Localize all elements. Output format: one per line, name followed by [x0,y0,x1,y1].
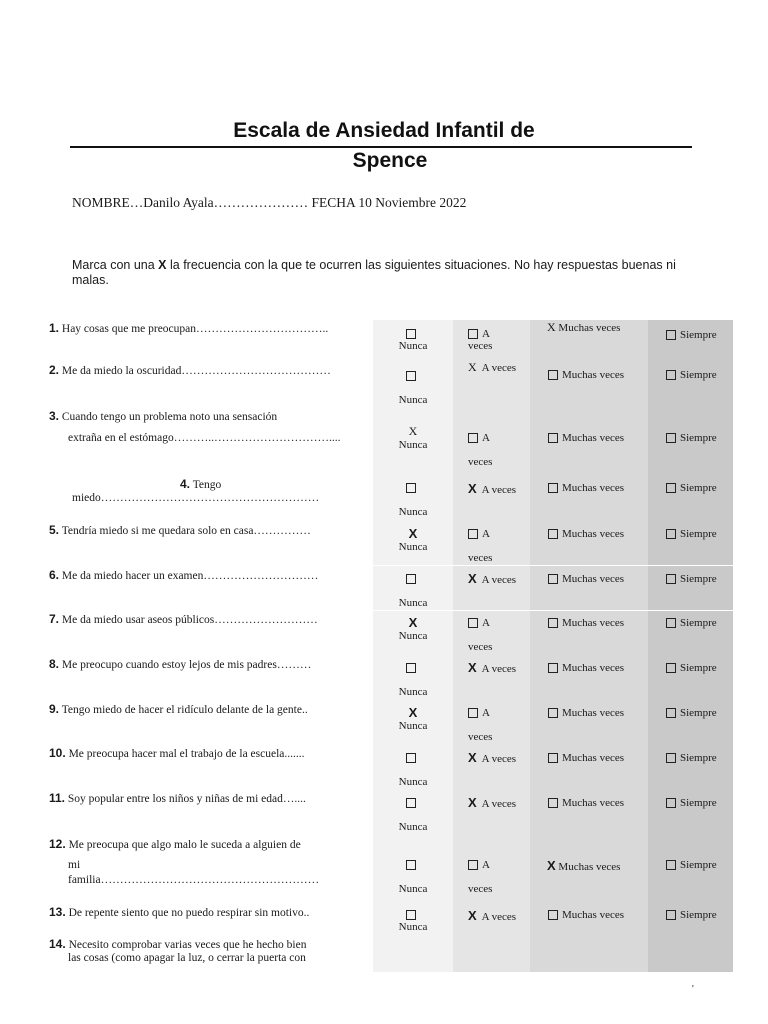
checkbox-icon [548,618,558,628]
text-span: 3. [49,409,60,423]
text-span: Muchas veces [562,662,625,674]
text-span: A veces [481,362,517,374]
q3-muchas-veces-checkbox[interactable] [548,432,624,444]
text-span: veces [468,641,493,653]
q4-muchas-veces-checkbox[interactable] [548,482,624,494]
q8-siempre-checkbox[interactable] [666,662,717,674]
checkbox-icon [468,860,478,870]
q6-nunca-checkbox[interactable] [373,573,453,609]
q12-a-veces-checkbox[interactable] [468,859,492,895]
text-span: 5. [49,523,60,537]
checkbox-icon [406,574,416,584]
text-span: Me da miedo la oscuridad………………………………… [61,365,331,377]
q12-nunca-checkbox[interactable] [373,859,453,895]
row-divider [373,565,733,566]
text-span: 9. [49,702,60,716]
q3-nunca-marked[interactable] [373,424,453,451]
text-span: Necesito comprobar varias veces que he hecho bien [68,939,307,951]
text-span: Siempre [680,909,717,921]
text-span: X [408,424,418,438]
text-span: X [468,360,477,374]
checkbox-icon [666,708,676,718]
question-3 [49,409,277,423]
text-span: A [482,328,490,340]
text-span: X [408,615,418,630]
text-span: Muchas veces [558,861,621,873]
text-span: Me da miedo usar aseos públicos……………………… [61,614,318,626]
text-span: X [468,750,477,765]
q5-siempre-checkbox[interactable] [666,528,717,540]
text-span: 7. [49,612,60,626]
q6-muchas-veces-checkbox[interactable] [548,573,624,585]
checkbox-icon [548,798,558,808]
q10-muchas-veces-checkbox[interactable] [548,752,624,764]
q2-muchas-veces-checkbox[interactable] [548,369,624,381]
text-span: X [468,571,477,586]
text-span: Me da miedo hacer un examen………………………… [61,570,319,582]
text-span: Nunca [398,686,428,698]
question-12 [49,837,301,851]
instructions-text-2: la frecuencia con la que te ocurren las siguientes situaciones. No hay respuestas buenas ni [166,258,676,272]
q10-nunca-checkbox[interactable] [373,752,453,788]
question-14 [49,937,306,951]
column-siempre [648,320,733,972]
text-span: Siempre [680,482,717,494]
text-span: veces [468,340,493,352]
text-span: A veces [481,663,517,675]
q7-nunca-marked[interactable] [373,615,453,642]
text-span: Nunca [398,541,428,553]
q12-muchas-veces-marked[interactable] [547,858,620,873]
text-span: A veces [481,798,517,810]
q1-nunca-checkbox[interactable] [373,328,453,352]
text-span: A [482,707,490,719]
text-span: Siempre [680,432,717,444]
q3-siempre-checkbox[interactable] [666,432,717,444]
checkbox-icon [666,910,676,920]
checkbox-icon [666,574,676,584]
question-14-continued: las cosas (como apagar la luz, o cerrar la puerta con [68,952,306,964]
text-span: X [468,908,477,923]
question-13 [49,905,309,919]
text-span: Muchas veces [562,797,625,809]
checkbox-icon [548,708,558,718]
q7-muchas-veces-checkbox[interactable] [548,617,624,629]
question-12-continued: mi [68,859,81,871]
q7-siempre-checkbox[interactable] [666,617,717,629]
text-span: Siempre [680,528,717,540]
text-span: Muchas veces [558,322,621,334]
text-span: A veces [481,484,517,496]
text-span: Tendría miedo si me quedara solo en casa…………… [61,525,311,537]
question-3-continued: extraña en el estómago………..………………………….... [68,432,341,444]
q9-siempre-checkbox[interactable] [666,707,717,719]
text-span: X [408,705,418,720]
text-span: X [547,858,556,873]
text-span: Muchas veces [562,573,625,585]
text-span: Muchas veces [562,369,625,381]
checkbox-icon [406,329,416,339]
checkbox-icon [406,860,416,870]
text-span: X [468,660,477,675]
q6-a-veces-marked[interactable] [468,571,516,586]
text-span: Nunca [398,630,428,642]
question-9 [49,702,308,716]
q7-a-veces-checkbox[interactable] [468,617,492,653]
text-span: Nunca [398,883,428,895]
checkbox-icon [468,708,478,718]
checkbox-icon [666,860,676,870]
checkbox-icon [666,618,676,628]
text-span: A [482,859,490,871]
text-span: Cuando tengo un problema noto una sensación [61,411,278,423]
row-divider [373,610,733,611]
q4-siempre-checkbox[interactable] [666,482,717,494]
text-span: Siempre [680,662,717,674]
q8-a-veces-marked[interactable] [468,660,516,675]
checkbox-icon [406,663,416,673]
q1-a-veces-checkbox[interactable] [468,328,492,352]
q4-nunca-checkbox[interactable] [373,482,453,518]
checkbox-icon [406,910,416,920]
text-span: 11. [49,791,66,805]
checkbox-icon [548,370,558,380]
question-5 [49,523,311,537]
text-span: A [482,528,490,540]
text-span: veces [468,731,493,743]
text-span: Siempre [680,369,717,381]
checkbox-icon [548,483,558,493]
q5-nunca-marked[interactable] [373,526,453,553]
checkbox-icon [468,433,478,443]
text-span: Siempre [680,707,717,719]
text-span: Muchas veces [562,528,625,540]
q13-muchas-veces-checkbox[interactable] [548,909,624,921]
question-12-continued-2: familia………………………………………………… [68,874,320,886]
q11-siempre-checkbox[interactable] [666,797,717,809]
text-span: Nunca [398,921,428,933]
instructions-text: Marca con una [72,258,159,272]
instructions-x: X [158,258,167,272]
q9-a-veces-checkbox[interactable] [468,707,492,743]
checkbox-icon [666,483,676,493]
question-11 [49,791,306,805]
text-span: Siempre [680,329,717,341]
q11-muchas-veces-checkbox[interactable] [548,797,624,809]
text-span: Tengo [192,479,222,491]
text-span: Nunca [398,720,428,732]
q9-muchas-veces-checkbox[interactable] [548,707,624,719]
text-span: veces [468,456,493,468]
checkbox-icon [548,663,558,673]
q2-nunca-checkbox[interactable] [373,370,453,406]
checkbox-icon [666,529,676,539]
text-span: Muchas veces [562,482,625,494]
question-6 [49,568,318,582]
checkbox-icon [548,753,558,763]
text-span: 6. [49,568,60,582]
text-span: Siempre [680,859,717,871]
question-2 [49,363,331,377]
text-span: Nunca [398,340,428,352]
text-span: Muchas veces [562,707,625,719]
text-span: Muchas veces [562,752,625,764]
text-span: veces [468,552,493,564]
checkbox-icon [468,529,478,539]
q2-a-veces-marked[interactable] [468,360,516,375]
q11-a-veces-marked[interactable] [468,795,516,810]
checkbox-icon [406,371,416,381]
q1-muchas-veces-marked[interactable] [547,320,620,335]
checkbox-icon [406,753,416,763]
text-span: Muchas veces [562,909,625,921]
text-span: A veces [481,753,517,765]
text-span: A veces [481,574,517,586]
nombre-dots: ………………… [213,195,309,210]
text-span: X [468,795,477,810]
text-span: Siempre [680,617,717,629]
text-span: 4. [180,477,191,491]
checkbox-icon [666,798,676,808]
page-title: Escala de Ansiedad Infantil de [233,119,535,142]
question-4-continued: miedo………………………………………………… [72,492,320,504]
column-muchas-veces [530,320,648,972]
question-7 [49,612,318,626]
q6-siempre-checkbox[interactable] [666,573,717,585]
q1-siempre-checkbox[interactable] [666,329,717,341]
checkbox-icon [406,483,416,493]
checkbox-icon [468,329,478,339]
q5-muchas-veces-checkbox[interactable] [548,528,624,540]
q5-a-veces-checkbox[interactable] [468,528,492,564]
checkbox-icon [666,663,676,673]
text-span: Nunca [398,439,428,451]
text-span: Muchas veces [562,432,625,444]
text-span: Siempre [680,797,717,809]
text-span: 14. [49,937,66,951]
nombre-label: NOMBRE… [72,195,144,210]
question-1 [49,321,328,335]
question-10 [49,746,305,760]
text-span: Me preocupa que algo malo le suceda a alguien de [68,839,301,851]
title-rule [70,146,692,148]
q8-nunca-checkbox[interactable] [373,662,453,698]
text-span: Nunca [398,776,428,788]
text-span: Tengo miedo de hacer el ridículo delante de la gente.. [61,704,308,716]
text-span: Muchas veces [562,617,625,629]
checkbox-icon [548,433,558,443]
text-span: Siempre [680,752,717,764]
q13-siempre-checkbox[interactable] [666,909,717,921]
text-span: 13. [49,905,66,919]
text-span: A [482,617,490,629]
q11-nunca-checkbox[interactable] [373,797,453,833]
text-span: Siempre [680,573,717,585]
text-span: veces [468,883,493,895]
text-span: Nunca [398,597,428,609]
text-span: 1. [49,321,60,335]
footer-mark: ' [692,984,694,995]
q4-a-veces-marked[interactable] [468,481,516,496]
text-span: Nunca [398,506,428,518]
q9-nunca-marked[interactable] [373,705,453,732]
q10-siempre-checkbox[interactable] [666,752,717,764]
fecha-value: 10 Noviembre 2022 [358,195,467,210]
text-span: Nunca [398,394,428,406]
checkbox-icon [406,798,416,808]
q8-muchas-veces-checkbox[interactable] [548,662,624,674]
text-span: Hay cosas que me preocupan…………………………….. [61,323,329,335]
text-span: 12. [49,837,66,851]
instructions-text-3: malas. [72,273,109,287]
q3-a-veces-checkbox[interactable] [468,432,492,468]
checkbox-icon [548,574,558,584]
text-span: Me preocupo cuando estoy lejos de mis padres……… [61,659,312,671]
text-span: Soy popular entre los niños y niñas de mi edad….... [67,793,306,805]
q13-a-veces-marked[interactable] [468,908,516,923]
checkbox-icon [666,370,676,380]
instructions [72,258,702,288]
text-span: X [547,320,556,334]
text-span: 8. [49,657,60,671]
text-span: 2. [49,363,60,377]
text-span: X [468,481,477,496]
q10-a-veces-marked[interactable] [468,750,516,765]
checkbox-icon [548,529,558,539]
fecha-label: FECHA [311,195,356,210]
page-title-continued: Spence [352,149,428,172]
name-date-line [72,195,466,211]
q13-nunca-checkbox[interactable] [373,909,453,933]
text-span: Me preocupa hacer mal el trabajo de la escuela....... [68,748,305,760]
text-span: De repente siento que no puedo respirar sin motivo.. [68,907,310,919]
checkbox-icon [666,753,676,763]
question-4 [180,477,221,491]
text-span: 10. [49,746,66,760]
text-span: Nunca [398,821,428,833]
text-span: X [408,526,418,541]
question-8 [49,657,311,671]
checkbox-icon [548,910,558,920]
checkbox-icon [468,618,478,628]
nombre-value: Danilo Ayala [143,195,214,210]
q2-siempre-checkbox[interactable] [666,369,717,381]
text-span: A veces [481,911,517,923]
q12-siempre-checkbox[interactable] [666,859,717,871]
text-span: A [482,432,490,444]
checkbox-icon [666,330,676,340]
checkbox-icon [666,433,676,443]
